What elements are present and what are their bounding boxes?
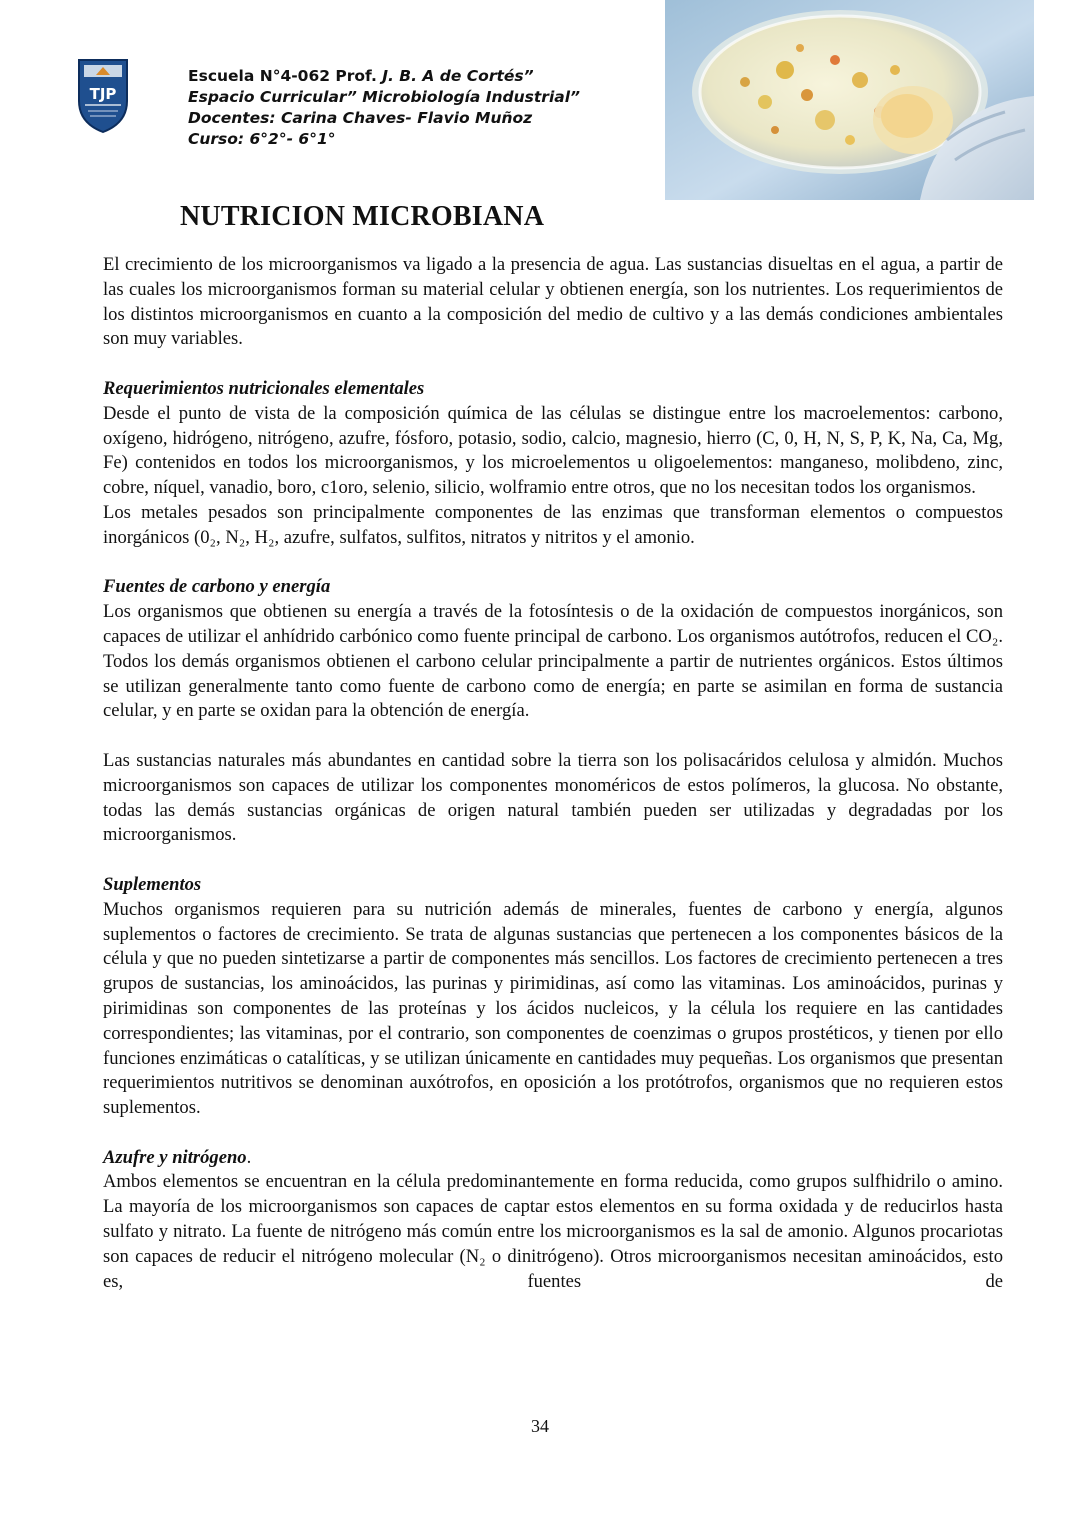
school-prefix: Escuela N°4-062 Prof. <box>188 67 383 85</box>
heading-azufre-nitrogeno-text: Azufre y nitrógeno <box>103 1146 247 1168</box>
school-logo <box>76 57 130 135</box>
page-title: NUTRICION MICROBIANA <box>180 201 545 232</box>
paragraph-fuentes-carbono-1: Los organismos que obtienen su energía a través de la fotosíntesis o de la oxidación de compuestos inorgánicos, son capaces de utilizar el anhídrido carbónico como fuente principal de carbono. Los organismos autótrofos, reducen el CO₂. Todos los demás organismos obtienen el carbono celular principalmente a partir de nutrientes orgánicos. Estos últimos se utilizan generalmente tanto como fuente de carbono como de energía; en parte se asimilan en forma de sustancia celular, y en parte se oxidan para la obtención de energía. <box>103 601 1003 722</box>
heading-fuentes-carbono: Fuentes de carbono y energía <box>103 576 331 598</box>
petri-dish-photo <box>665 0 1034 200</box>
course-line: Curso: 6°2°- 6°1° <box>188 130 336 148</box>
paragraph-fuentes-carbono-2: Las sustancias naturales más abundantes en cantidad sobre la tierra son los polisacáridos celulosa y almidón. Muchos microorganismos son capaces de utilizar los componentes monoméricos de estos polímeros, la glucosa. No obstante, todas las demás sustancias orgánicas de origen natural también pueden ser utilizadas y degradadas por los microorganismos. <box>103 749 1003 846</box>
paragraph-azufre-nitrogeno: Ambos elementos se encuentran en la célula predominantemente en forma reducida, como grupos sulfhidrilo o amino. La mayoría de los microorganismos son capaces de captar estos elementos en su forma oxidada y de reducirlos hasta sulfato y nitrato. La fuente de nitrógeno más común entre los microorganismos es la sal de amonio. Algunos procariotas son capaces de reducir el nitrógeno molecular (N₂ o dinitrógeno). Otros microorganismos necesitan aminoácidos, esto es, fuentes de <box>103 1171 1003 1292</box>
heading-suplementos: Suplementos <box>103 873 202 895</box>
logo-text: TJP <box>89 85 117 103</box>
teachers-line: Docentes: Carina Chaves- Flavio Muñoz <box>188 109 533 127</box>
school-name: J. B. A de Cortés” <box>382 67 534 85</box>
heading-azufre-nitrogeno: Azufre y nitrógeno. <box>103 1146 252 1168</box>
heading-requerimientos: Requerimientos nutricionales elementales <box>103 377 425 399</box>
intro-paragraph: El crecimiento de los microorganismos va ligado a la presencia de agua. Las sustancias disueltas en el agua, a partir de las cuales los microorganismos forman su material celular y obtienen energía, son los nutrientes. Los requerimientos de los distintos microorganismos en cuanto a la composición del medio de cultivo y a las demás condiciones ambientales son muy variables. <box>103 254 1003 350</box>
document-body <box>103 253 1003 1294</box>
paragraph-requerimientos-2: Los metales pesados son principalmente componentes de las enzimas que transforman elementos o compuestos inorgánicos (0₂, N₂, H₂, azufre, sulfatos, sulfitos, nitratos y nitritos y el amonio. <box>103 501 1003 548</box>
paragraph-requerimientos-1: Desde el punto de vista de la composición química de las células se distingue entre los macroelementos: carbono, oxígeno, hidrógeno, nitrógeno, azufre, fósforo, potasio, sodio, calcio, magnesio, hierro (C, 0, H, N, S, P, K, Na, Ca, Mg, Fe) contenidos en todos los microorganismos, y los microelementos u oligoelementos: manganeso, molibdeno, zinc, cobre, níquel, vanadio, boro, c1oro, selenio, silicio, wolframio entre otros, que no los necesitan todos los organismos. <box>103 402 1003 499</box>
page-number: 34 <box>531 1416 549 1436</box>
subject-line: Espacio Curricular” Microbiología Industrial” <box>188 88 581 106</box>
school-line <box>188 66 628 87</box>
paragraph-suplementos: Muchos organismos requieren para su nutrición además de minerales, fuentes de carbono y energía, algunos suplementos o factores de crecimiento. Se trata de algunas sustancias que pertenecen a los componentes básicos de la célula y que no pueden sintetizarse a partir de componentes más sencillos. Los factores de crecimiento pertenecen a tres grupos de sustancias, los aminoácidos, las purinas y pirimidinas, así como las vitaminas. Los aminoácidos, purinas y pirimidinas son componentes de las proteínas y los ácidos nucleicos, y la célula los requiere en las cantidades correspondientes; las vitaminas, por el contrario, son componentes de coenzimas o grupos prostéticos, y tienen por ello funciones enzimáticas o catalíticas, y se utilizan únicamente en cantidades muy pequeñas. Los organismos que presentan requerimientos nutritivos se denominan auxótrofos, en oposición a los protótrofos, organismos que no requieren estos suplementos. <box>103 898 1003 1119</box>
header-info <box>188 66 628 150</box>
